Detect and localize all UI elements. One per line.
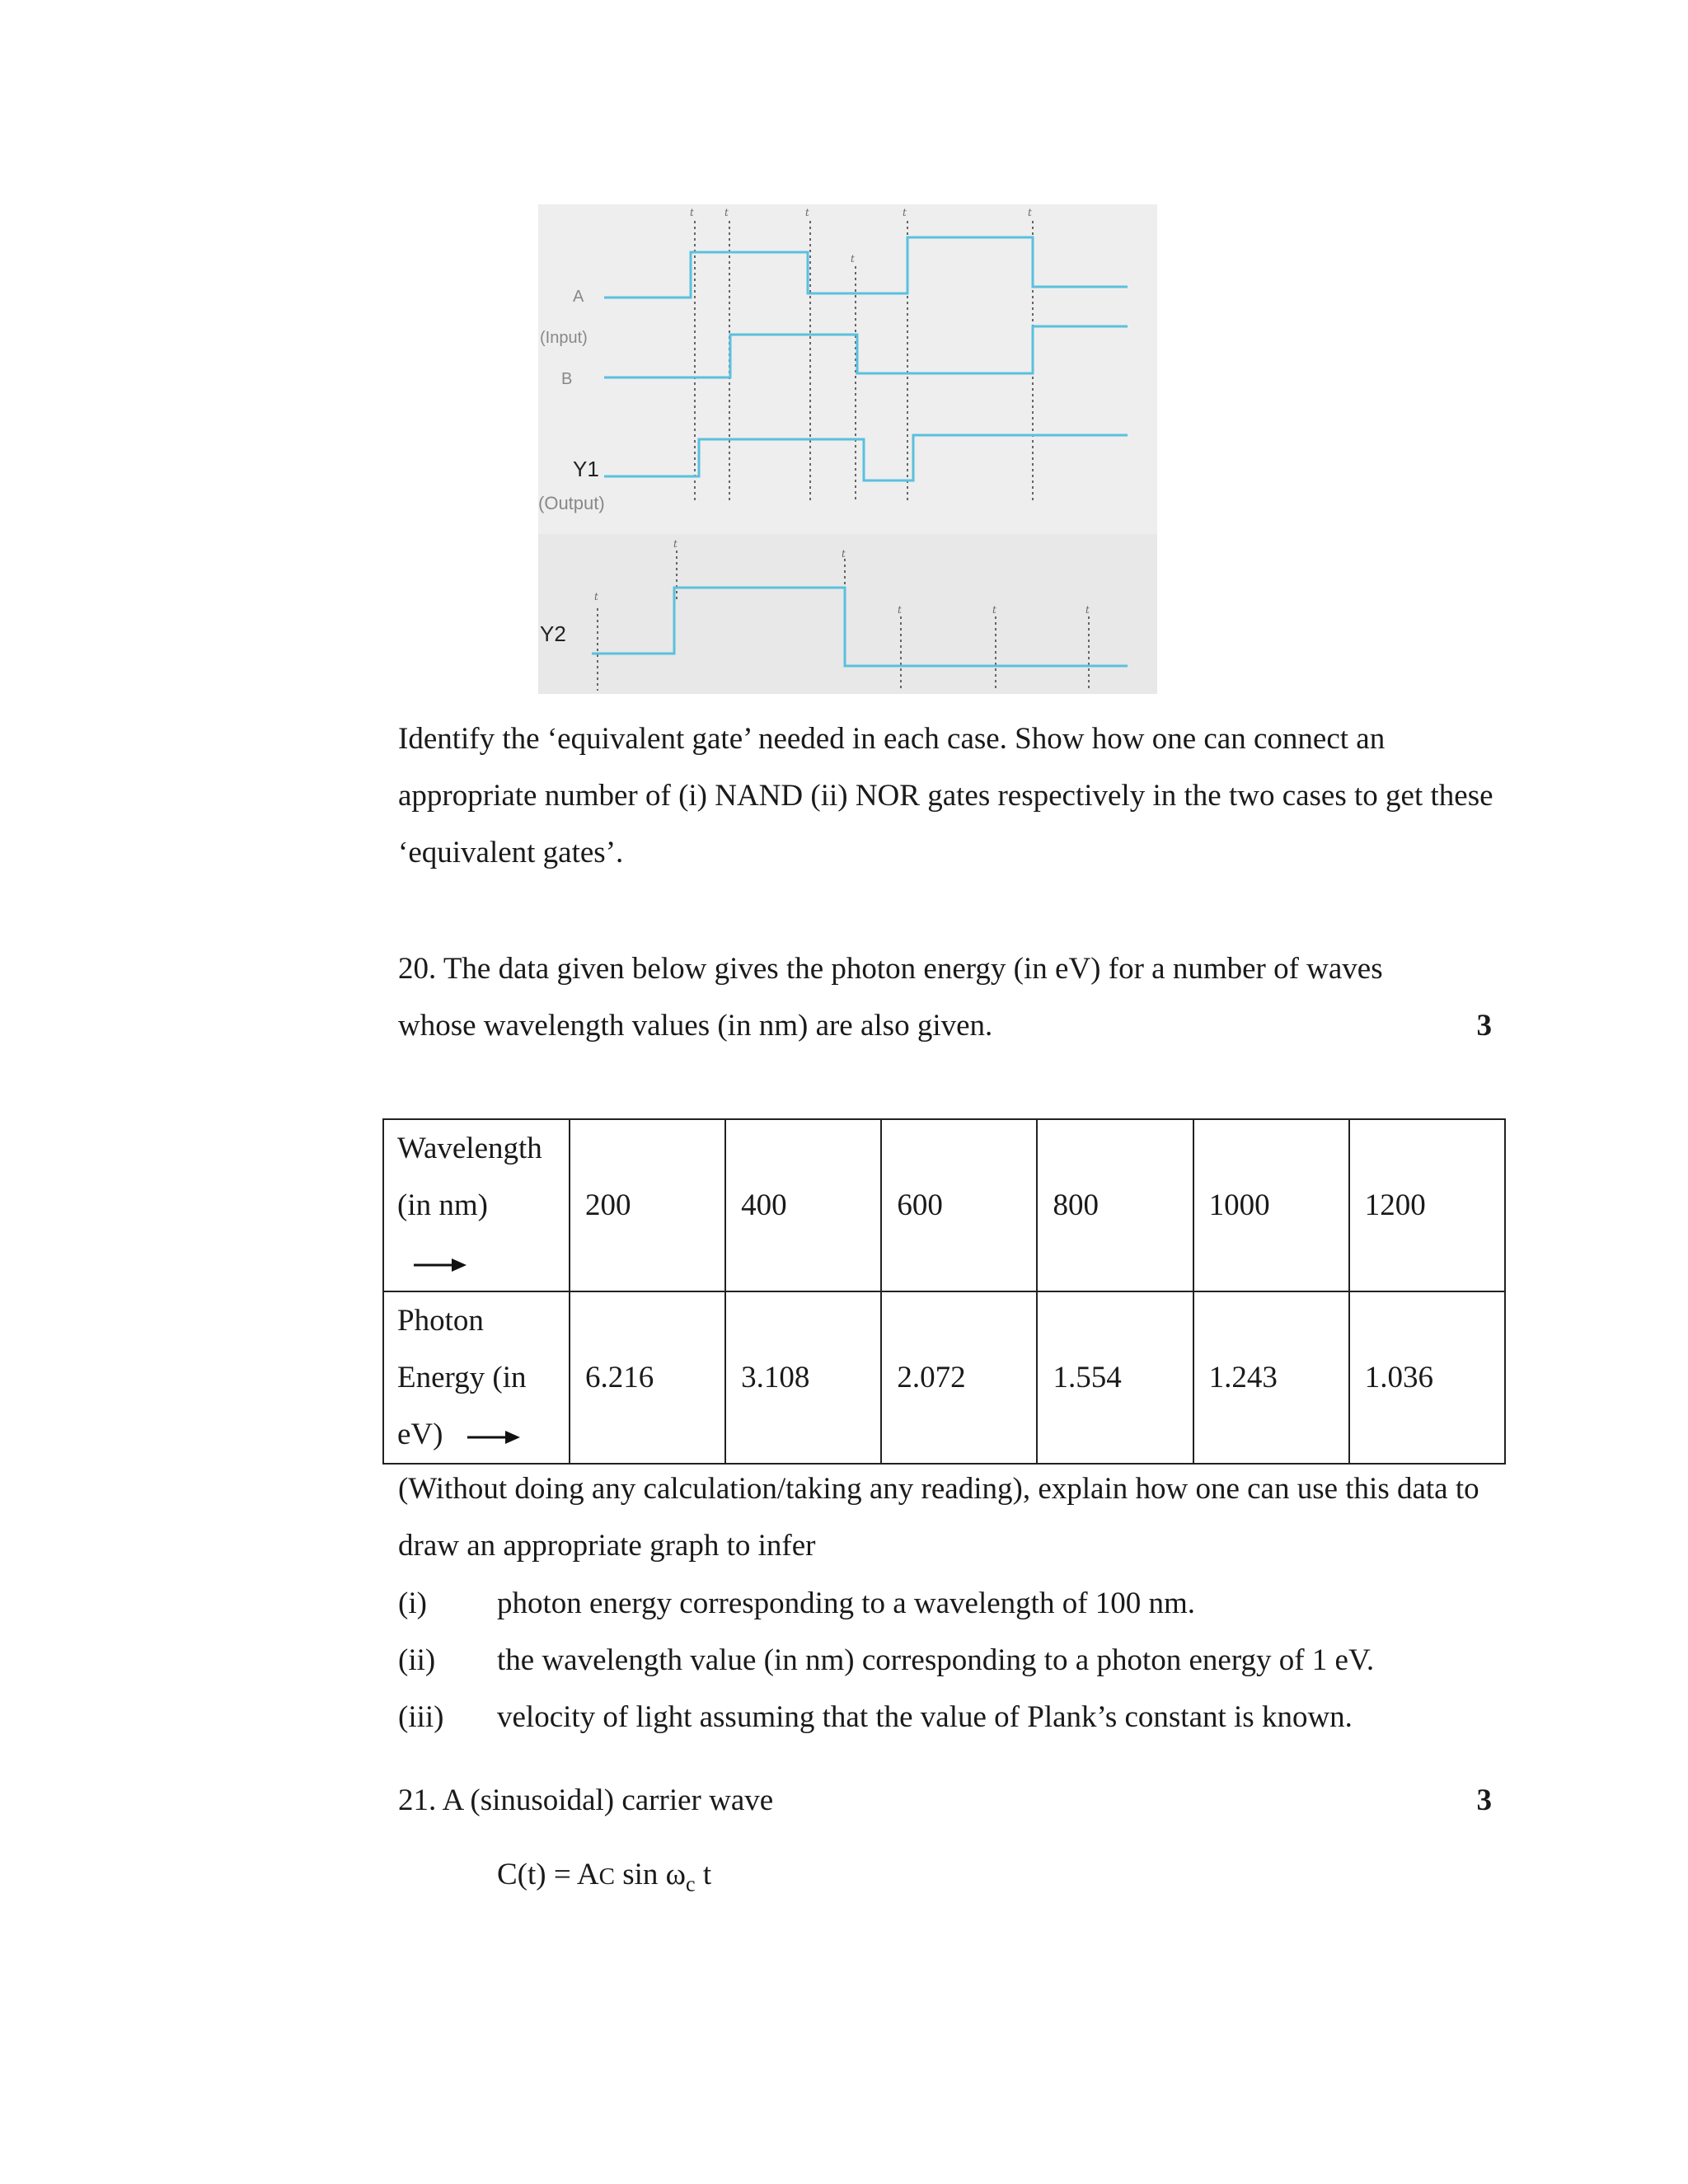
energy-label-line3 — [397, 1406, 556, 1463]
svg-text:t: t — [724, 207, 729, 218]
q20-marks: 3 — [1476, 1009, 1492, 1043]
wavelength-cell: 1000 — [1193, 1119, 1349, 1291]
logic-timing-diagram — [538, 204, 1157, 694]
list-item — [398, 1689, 1374, 1746]
list-item-number: (ii) — [398, 1643, 436, 1677]
energy-label-line2: Energy (in — [397, 1361, 527, 1394]
formula-sin: sin ω — [615, 1858, 687, 1891]
output-group-label: (Output) — [538, 493, 605, 513]
wavelength-label-line2 — [397, 1177, 556, 1291]
input-b-label: B — [561, 370, 573, 388]
energy-row-header — [383, 1291, 570, 1464]
list-item — [398, 1575, 1374, 1632]
formula-t: t — [695, 1858, 712, 1891]
q21-text: 21. A (sinusoidal) carrier wave — [398, 1783, 774, 1817]
q21-line — [398, 1772, 1498, 1829]
wavelength-row — [383, 1119, 1505, 1291]
wavelength-cell: 800 — [1037, 1119, 1193, 1291]
energy-label-line1: Photon — [397, 1304, 484, 1338]
formula-omega-subscript: c — [686, 1872, 696, 1896]
svg-text:t: t — [842, 548, 846, 560]
list-item-number: (iii) — [398, 1700, 444, 1734]
q21-intro — [398, 1772, 1498, 1829]
timing-diagram-svg — [538, 204, 1157, 694]
svg-text:t: t — [805, 207, 809, 218]
formula-amplitude-subscript: C — [598, 1863, 615, 1890]
formula-lhs: C(t) = A — [497, 1858, 599, 1891]
energy-cell: 2.072 — [881, 1291, 1037, 1464]
output-y2-label: Y2 — [540, 621, 566, 646]
right-arrow-icon — [414, 1257, 467, 1273]
q20-line-1: 20. The data given below gives the photon energy (in eV) for a number of waves — [398, 952, 1383, 986]
q20-intro — [398, 940, 1498, 1054]
q20-item-list — [398, 1575, 1374, 1746]
carrier-wave-formula — [497, 1857, 711, 1896]
q20-instruction: (Without doing any calculation/taking any reading), explain how one can use this data to draw an appropriate graph to infer — [398, 1472, 1479, 1563]
q21-marks: 3 — [1476, 1783, 1492, 1817]
photon-data-table — [382, 1118, 1506, 1465]
input-group-label: (Input) — [540, 329, 588, 347]
svg-text:t: t — [992, 604, 996, 616]
input-a-label: A — [573, 288, 584, 306]
q19-text: Identify the ‘equivalent gate’ needed in each case. Show how one can connect an appropriate number of (i) NAND (ii) NOR gates respectively in the two cases to get these ‘equivalent gates’. — [398, 722, 1493, 869]
output-y1-label: Y1 — [573, 457, 599, 481]
wavelength-cell: 200 — [570, 1119, 725, 1291]
svg-text:t: t — [1028, 207, 1032, 218]
list-item — [398, 1632, 1374, 1689]
energy-cell: 3.108 — [725, 1291, 881, 1464]
energy-cell: 1.554 — [1037, 1291, 1193, 1464]
svg-text:t: t — [594, 591, 598, 602]
list-item-text: the wavelength value (in nm) corresponding to a photon energy of 1 eV. — [497, 1643, 1375, 1677]
wavelength-cell: 600 — [881, 1119, 1037, 1291]
list-item-text: photon energy corresponding to a wavelength of 100 nm. — [497, 1586, 1196, 1620]
energy-unit-label: eV) — [397, 1418, 443, 1451]
q20-line-2 — [398, 997, 1498, 1054]
wavelength-unit-label: (in nm) — [397, 1188, 488, 1222]
svg-text:t: t — [851, 253, 855, 265]
q20-line-2-text: whose wavelength values (in nm) are also given. — [398, 1009, 993, 1043]
energy-row — [383, 1291, 1505, 1464]
list-item-number: (i) — [398, 1586, 427, 1620]
svg-text:t: t — [673, 538, 678, 550]
energy-cell: 6.216 — [570, 1291, 725, 1464]
svg-text:t: t — [903, 207, 907, 218]
energy-cell: 1.243 — [1193, 1291, 1349, 1464]
right-arrow-icon — [467, 1429, 520, 1446]
svg-text:t: t — [690, 207, 694, 218]
svg-text:t: t — [1085, 604, 1090, 616]
wavelength-label-line1: Wavelength — [397, 1132, 542, 1165]
wavelength-row-header — [383, 1119, 570, 1291]
energy-cell: 1.036 — [1349, 1291, 1505, 1464]
svg-text:t: t — [898, 604, 902, 616]
wavelength-cell: 400 — [725, 1119, 881, 1291]
wavelength-cell: 1200 — [1349, 1119, 1505, 1291]
list-item-text: velocity of light assuming that the value of Plank’s constant is known. — [497, 1700, 1353, 1734]
